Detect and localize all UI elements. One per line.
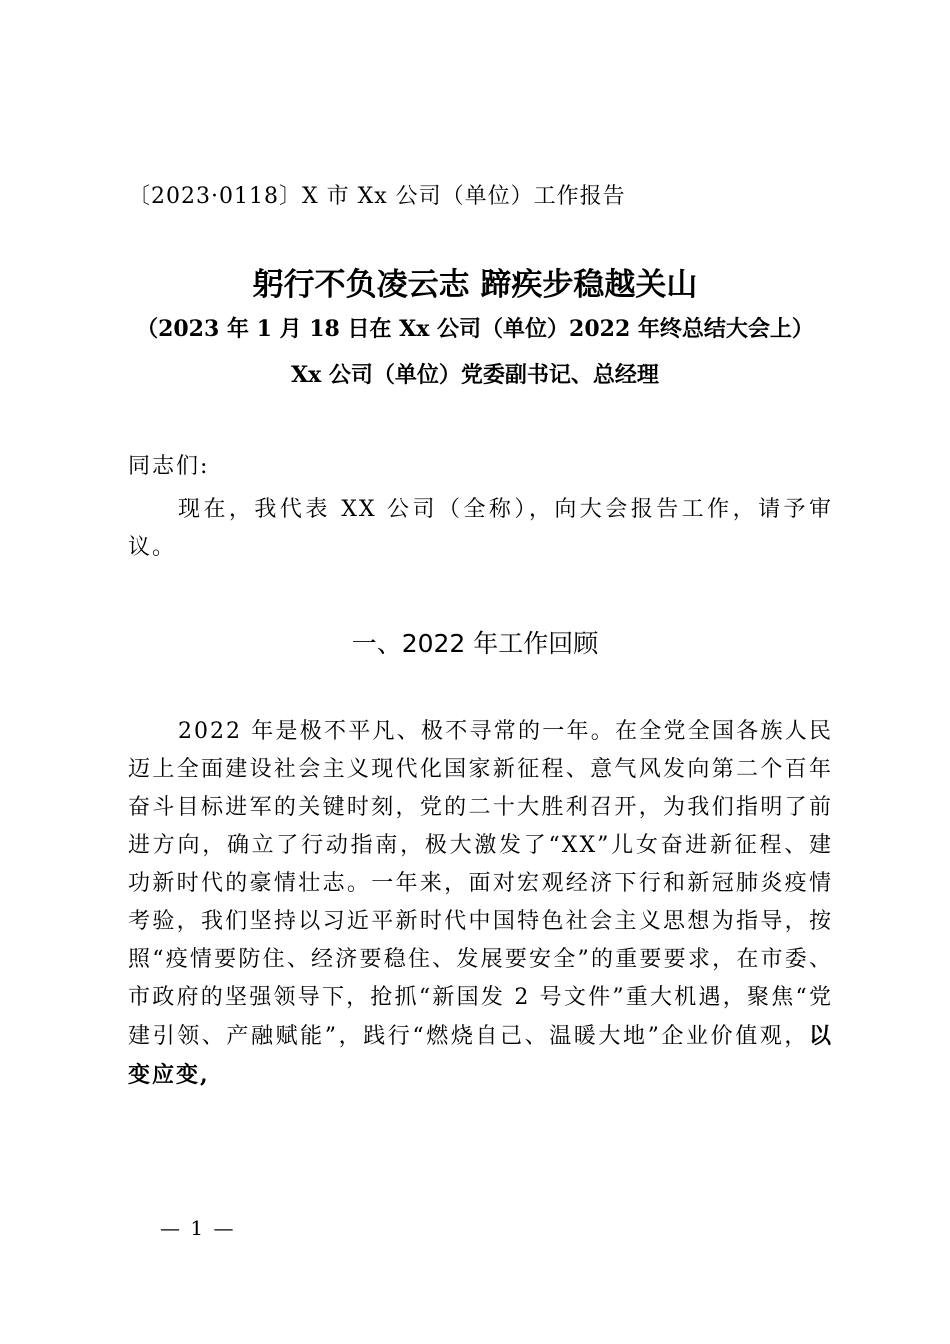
document-number: 〔2023·0118〕X 市 Xx 公司（单位）工作报告 [128, 184, 626, 209]
section-heading: 一、2022 年工作回顾 [351, 629, 599, 658]
intro-paragraph: 现在，我代表 XX 公司（全称），向大会报告工作，请予审议。 [128, 497, 833, 560]
report-subtitle-speaker: Xx 公司（单位）党委副书记、总经理 [291, 362, 659, 388]
report-title: 躬行不负凌云志 蹄疾步稳越关山 [252, 267, 698, 303]
salutation: 同志们: [128, 454, 210, 479]
review-paragraph-text: 2022 年是极不平凡、极不寻常的一年。在全党全国各族人民迈上全面建设社会主义现代化国家新征程、意气风发向第二个百年奋斗目标进军的关键时刻，党的二十大胜利召开，为我们指明了前进方向，确立了行动指南，极大激发了“XX”儿女奋进新征程、建功新时代的豪情壮志。一年来，面对宏观经济下行和新冠肺炎疫情考验，我们坚持以习近平新时代中国特色社会主义思想为指导，按照“疫情要防住、经济要稳住、发展要安全”的重要要求，在市委、市政府的坚强领导下，抢抓“新国发 2 号文件”重大机遇，聚焦“党建引领、产融赋能”，践行“燃烧自己、温暖大地”企业价值观， [128, 719, 833, 1049]
review-paragraph [128, 713, 833, 1095]
report-subtitle-occasion: （2023 年 1 月 18 日在 Xx 公司（单位）2022 年终总结大会上） [136, 316, 814, 342]
page-number: — 1 — [160, 1216, 236, 1240]
review-paragraph-emphasis: 以变应变, [128, 1023, 833, 1088]
